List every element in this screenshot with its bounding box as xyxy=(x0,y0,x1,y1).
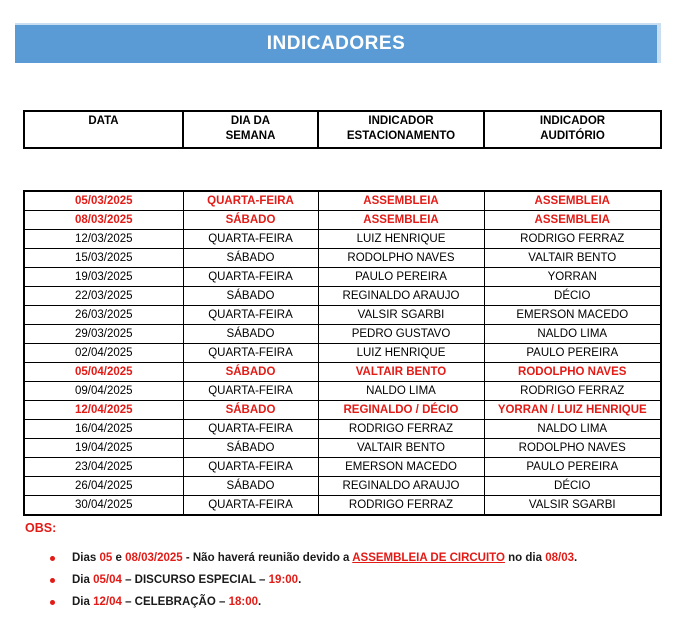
table-cell: ASSEMBLEIA xyxy=(484,191,661,211)
table-row xyxy=(24,401,661,420)
table-cell: SÁBADO xyxy=(183,477,318,496)
table-cell: QUARTA-FEIRA xyxy=(183,458,318,477)
table-cell: 05/04/2025 xyxy=(24,363,183,382)
table-cell: NALDO LIMA xyxy=(484,420,661,439)
table-cell: RODRIGO FERRAZ xyxy=(484,230,661,249)
obs-segment: . xyxy=(298,574,302,586)
obs-segment: 12/04 xyxy=(93,596,122,608)
obs-segment: ASSEMBLEIA DE CIRCUITO xyxy=(352,552,505,564)
table-row xyxy=(24,325,661,344)
obs-item xyxy=(48,573,577,588)
table-cell: QUARTA-FEIRA xyxy=(183,230,318,249)
column-header-line: INDICADOR xyxy=(368,115,434,127)
table-row xyxy=(24,344,661,363)
bullet-icon xyxy=(50,556,55,561)
column-header-line: SEMANA xyxy=(225,130,276,142)
obs-segment: – DISCURSO ESPECIAL – xyxy=(121,574,269,586)
obs-item xyxy=(48,595,577,610)
obs-segment: e xyxy=(112,552,126,564)
table-cell: PEDRO GUSTAVO xyxy=(318,325,484,344)
obs-segment: Dias xyxy=(72,552,100,564)
table-cell: LUIZ HENRIQUE xyxy=(318,230,484,249)
table-cell: 05/03/2025 xyxy=(24,191,183,211)
column-header-line: DIA DA xyxy=(230,115,271,127)
table-cell: LUIZ HENRIQUE xyxy=(318,344,484,363)
table-cell: PAULO PEREIRA xyxy=(318,268,484,287)
table-cell: 16/04/2025 xyxy=(24,420,183,439)
table-cell: RODOLPHO NAVES xyxy=(484,439,661,458)
table-cell: VALTAIR BENTO xyxy=(484,249,661,268)
table-cell: QUARTA-FEIRA xyxy=(183,344,318,363)
table-cell: VALSIR SGARBI xyxy=(484,496,661,516)
table-row xyxy=(24,191,661,211)
table-cell: PAULO PEREIRA xyxy=(484,458,661,477)
table-cell: SÁBADO xyxy=(183,401,318,420)
table-cell: QUARTA-FEIRA xyxy=(183,382,318,401)
table-cell: 23/04/2025 xyxy=(24,458,183,477)
table-cell: RODRIGO FERRAZ xyxy=(318,420,484,439)
column-header-line: AUDITÓRIO xyxy=(540,130,605,142)
table-cell: 19/03/2025 xyxy=(24,268,183,287)
obs-segment: 08/03 xyxy=(545,552,574,564)
obs-segment: Dia xyxy=(72,574,94,586)
obs-list xyxy=(48,551,577,617)
table-cell: SÁBADO xyxy=(183,439,318,458)
table-row xyxy=(24,496,661,516)
table-cell: 12/03/2025 xyxy=(24,230,183,249)
bullet-icon xyxy=(50,600,55,605)
table-row xyxy=(24,420,661,439)
table-row xyxy=(24,211,661,230)
table-row xyxy=(24,306,661,325)
table-row xyxy=(24,439,661,458)
table-row xyxy=(24,249,661,268)
table-cell: SÁBADO xyxy=(183,249,318,268)
column-header-indicador-estacionamento xyxy=(318,111,484,148)
table-cell: ASSEMBLEIA xyxy=(484,211,661,230)
table-cell: RODOLPHO NAVES xyxy=(484,363,661,382)
table-cell: RODRIGO FERRAZ xyxy=(318,496,484,516)
table-cell: ASSEMBLEIA xyxy=(318,211,484,230)
table-cell: QUARTA-FEIRA xyxy=(183,420,318,439)
obs-segment: Dia xyxy=(72,596,94,608)
title-banner xyxy=(15,23,661,63)
obs-label: OBS: xyxy=(25,521,57,535)
table-cell: SÁBADO xyxy=(183,287,318,306)
table-row xyxy=(24,230,661,249)
table-cell: EMERSON MACEDO xyxy=(318,458,484,477)
table-cell: 02/04/2025 xyxy=(24,344,183,363)
table-cell: 30/04/2025 xyxy=(24,496,183,516)
table-row xyxy=(24,458,661,477)
obs-segment: – CELEBRAÇÃO – xyxy=(121,596,229,608)
obs-segment: no dia xyxy=(504,552,546,564)
table-row xyxy=(24,268,661,287)
obs-segment: . xyxy=(573,552,578,564)
table-row xyxy=(24,363,661,382)
table-cell: DÉCIO xyxy=(484,287,661,306)
schedule-table xyxy=(23,190,662,516)
table-cell: VALTAIR BENTO xyxy=(318,363,484,382)
table-cell: 26/04/2025 xyxy=(24,477,183,496)
column-header-line: DATA xyxy=(88,115,119,127)
obs-segment: 19:00 xyxy=(268,574,299,586)
column-header-indicador-auditorio xyxy=(484,111,661,148)
table-cell: QUARTA-FEIRA xyxy=(183,496,318,516)
obs-segment: - Não haverá reunião devido a xyxy=(182,552,353,564)
bullet-icon xyxy=(50,578,55,583)
table-row xyxy=(24,382,661,401)
obs-segment: 05/04 xyxy=(93,574,122,586)
table-cell: 15/03/2025 xyxy=(24,249,183,268)
table-cell: RODOLPHO NAVES xyxy=(318,249,484,268)
table-row xyxy=(24,287,661,306)
table-cell: PAULO PEREIRA xyxy=(484,344,661,363)
table-cell: QUARTA-FEIRA xyxy=(183,191,318,211)
table-cell: SÁBADO xyxy=(183,363,318,382)
table-cell: EMERSON MACEDO xyxy=(484,306,661,325)
obs-segment: 08/03/2025 xyxy=(125,552,183,564)
table-cell: YORRAN / LUIZ HENRIQUE xyxy=(484,401,661,420)
obs-segment: 18:00 xyxy=(228,596,259,608)
schedule-body xyxy=(24,191,661,515)
table-cell: QUARTA-FEIRA xyxy=(183,268,318,287)
obs-segment: 05 xyxy=(99,552,113,564)
table-cell: 22/03/2025 xyxy=(24,287,183,306)
page-title: INDICADORES xyxy=(266,33,406,54)
obs-item xyxy=(48,551,577,566)
column-header-line: INDICADOR xyxy=(539,115,606,127)
table-cell: DÉCIO xyxy=(484,477,661,496)
table-cell: YORRAN xyxy=(484,268,661,287)
table-cell: 19/04/2025 xyxy=(24,439,183,458)
table-cell: VALSIR SGARBI xyxy=(318,306,484,325)
table-row xyxy=(24,477,661,496)
header-row xyxy=(24,111,661,148)
table-cell: ASSEMBLEIA xyxy=(318,191,484,211)
table-cell: REGINALDO ARAUJO xyxy=(318,477,484,496)
schedule-header-table xyxy=(23,110,662,149)
table-cell: RODRIGO FERRAZ xyxy=(484,382,661,401)
column-header-line: ESTACIONAMENTO xyxy=(346,130,456,142)
table-cell: NALDO LIMA xyxy=(318,382,484,401)
table-cell: 08/03/2025 xyxy=(24,211,183,230)
table-cell: 09/04/2025 xyxy=(24,382,183,401)
table-cell: SÁBADO xyxy=(183,211,318,230)
table-cell: 26/03/2025 xyxy=(24,306,183,325)
table-cell: QUARTA-FEIRA xyxy=(183,306,318,325)
table-cell: 29/03/2025 xyxy=(24,325,183,344)
table-cell: REGINALDO / DÉCIO xyxy=(318,401,484,420)
table-cell: VALTAIR BENTO xyxy=(318,439,484,458)
table-cell: 12/04/2025 xyxy=(24,401,183,420)
table-cell: NALDO LIMA xyxy=(484,325,661,344)
table-cell: REGINALDO ARAUJO xyxy=(318,287,484,306)
table-cell: SÁBADO xyxy=(183,325,318,344)
column-header-dia-da-semana xyxy=(183,111,318,148)
obs-segment: . xyxy=(258,596,262,608)
column-header-data xyxy=(24,111,183,148)
